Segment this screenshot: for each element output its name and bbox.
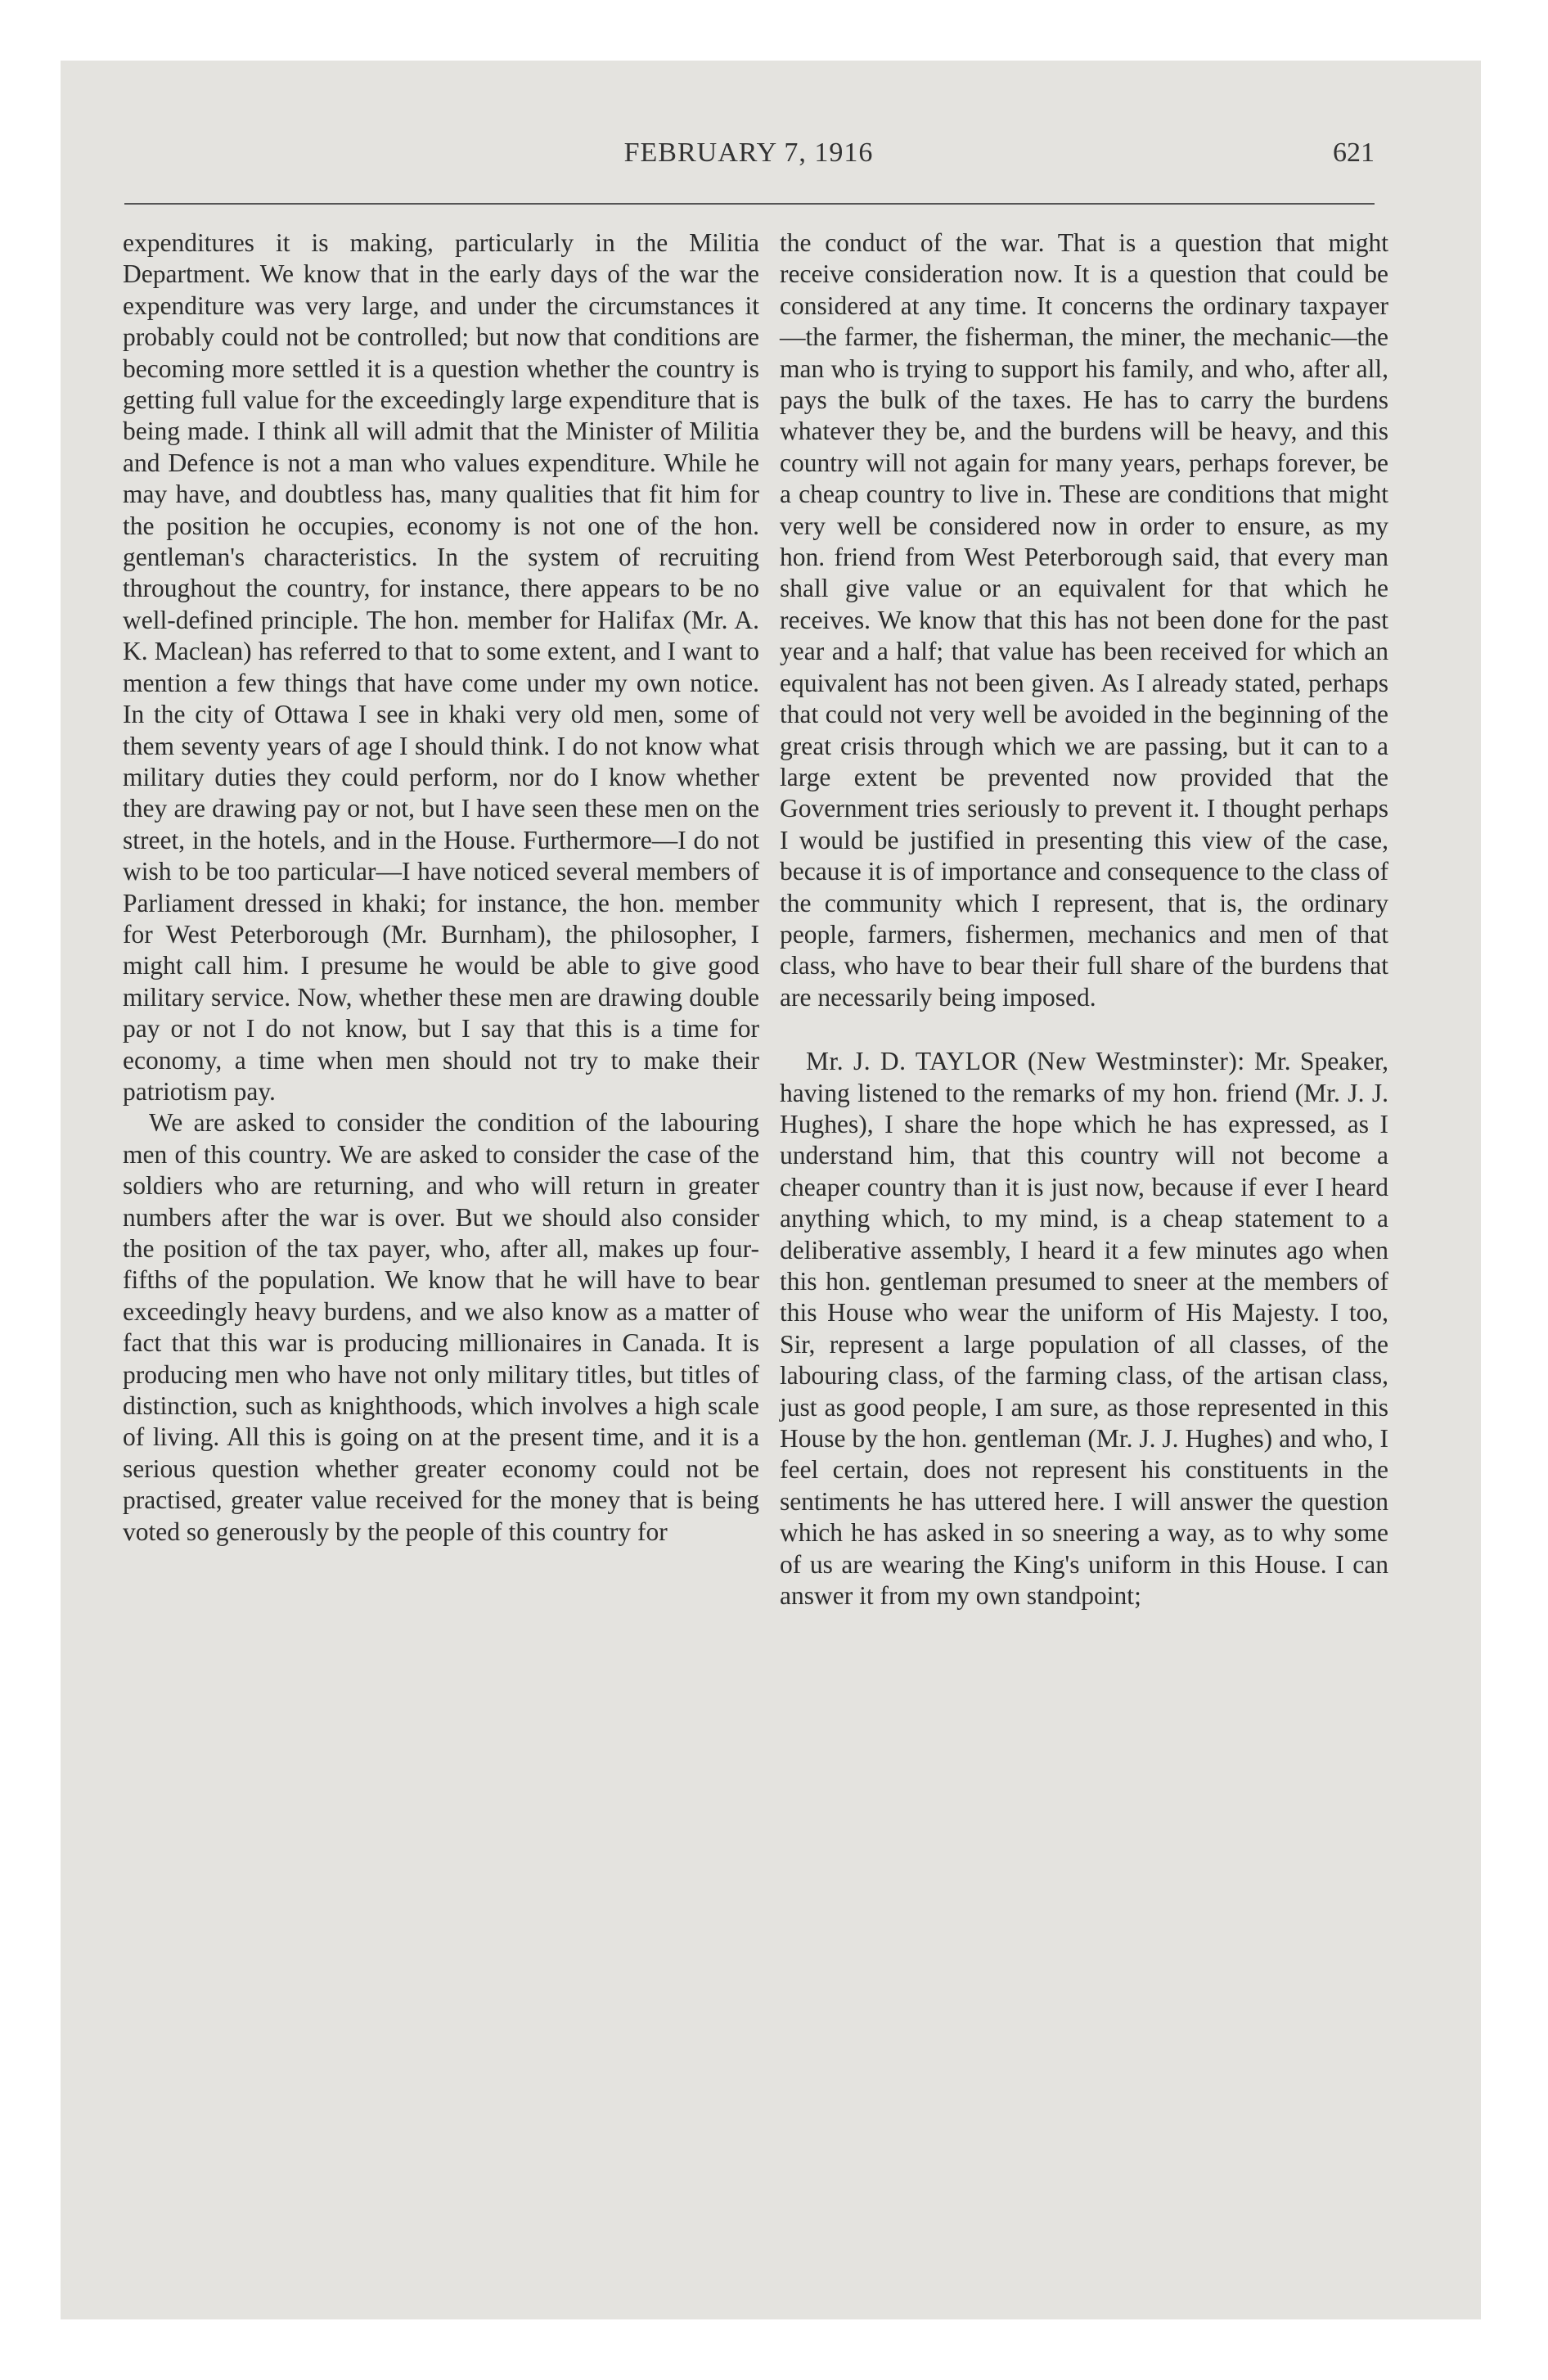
speaker-text: Mr. Speaker, having listened to the remarks of my hon. friend (Mr. J. J. Hughes), I share the hope which he has expressed, as I understand him, that this country will not become a cheaper country than it is just now, because if ever I heard anything which, to my mind, is a cheap statement to a deliberative assembly, I heard it a few minutes ago when this hon. gentleman presumed to sneer at the members of this House who wear the uniform of His Majesty. I too, Sir, represent a large population of all classes, of the labouring class, of the farming class, of the artisan class, just as good people, I am sure, as those represented in this House by the hon. gentleman (Mr. J. J. Hughes) and who, I feel certain, does not represent his constituents in the sentiments he has uttered here. I will answer the question which he has asked in so sneering a way, as to why some of us are wearing the King's uniform in this House. I can answer it from my own standpoint; xyxy=(780,1047,1389,1611)
right-column xyxy=(780,228,1388,1611)
speaker-paragraph xyxy=(780,1046,1388,1611)
page-number: 621 xyxy=(1333,137,1375,168)
speaker-name: Mr. J. D. TAYLOR (New Westminster): xyxy=(806,1047,1245,1076)
left-paragraph-2: We are asked to consider the condition of the labouring men of this country. We are asked to consider the case of the soldiers who are returning, and who will return in greater numbers after the war is over. But we should also consider the position of the tax payer, who, after all, makes up four-fifths of the population. We know that he will have to bear exceedingly heavy burdens, and we also know as a matter of fact that this war is producing millionaires in Canada. It is producing men who have not only military titles, but titles of distinction, such as knighthoods, which involves a high scale of living. All this is going on at the present time, and it is a serious question whether greater economy could not be practised, greater value received for the money that is being voted so generously by the people of this country for xyxy=(123,1108,759,1546)
left-paragraph-1: expenditures it is making, particularly in the Militia Department. We know that in the early days of the war the expenditure was very large, and under the circumstances it probably could not be controlled; but now that conditions are becoming more settled it is a question whether the country is getting full value for the exceedingly large expenditure that is being made. I think all will admit that the Minister of Militia and Defence is not a man who values expenditure. While he may have, and doubtless has, many qualities that fit him for the position he occupies, economy is not one of the hon. gentleman's characteristics. In the system of recruiting throughout the country, for instance, there appears to be no well-defined principle. The hon. member for Halifax (Mr. A. K. Maclean) has referred to that to some extent, and I want to mention a few things that have come under my own notice. In the city of Ottawa I see in khaki very old men, some of them seventy years of age I should think. I do not know what military duties they could perform, nor do I know whether they are drawing pay or not, but I have seen these men on the street, in the hotels, and in the House. Furthermore—I do not wish to be too particular—I have noticed several members of Parliament dressed in khaki; for instance, the hon. member for West Peterborough (Mr. Burnham), the philosopher, I might call him. I presume he would be able to give good military service. Now, whether these men are drawing double pay or not I do not know, but I say that this is a time for economy, a time when men should not try to make their patriotism pay. xyxy=(123,228,759,1106)
page-header xyxy=(123,137,1375,178)
left-column xyxy=(123,228,759,1548)
header-rule xyxy=(124,203,1375,205)
right-paragraph-1: the conduct of the war. That is a question that might receive consideration now. It is a question that could be considered at any time. It concerns the ordinary taxpayer—the farmer, the fisherman, the miner, the mechanic—the man who is trying to support his family, and who, after all, pays the bulk of the taxes. He has to carry the burdens whatever they be, and the burdens will be heavy, and this country will not again for many years, perhaps forever, be a cheap country to live in. These are conditions that might very well be considered now in order to ensure, as my hon. friend from West Peterborough said, that every man shall give value or an equivalent for that which he receives. We know that this has not been done for the past year and a half; that value has been received for which an equivalent has not been given. As I already stated, perhaps that could not very well be avoided in the beginning of the great crisis through which we are passing, but it can to a large extent be prevented now provided that the Government tries seriously to prevent it. I thought perhaps I would be justified in presenting this view of the case, because it is of importance and consequence to the class of the community which I represent, that is, the ordinary people, farmers, fishermen, mechanics and men of that class, who have to bear their full share of the burdens that are necessarily being imposed. xyxy=(780,228,1388,1012)
page-date: FEBRUARY 7, 1916 xyxy=(623,137,874,168)
